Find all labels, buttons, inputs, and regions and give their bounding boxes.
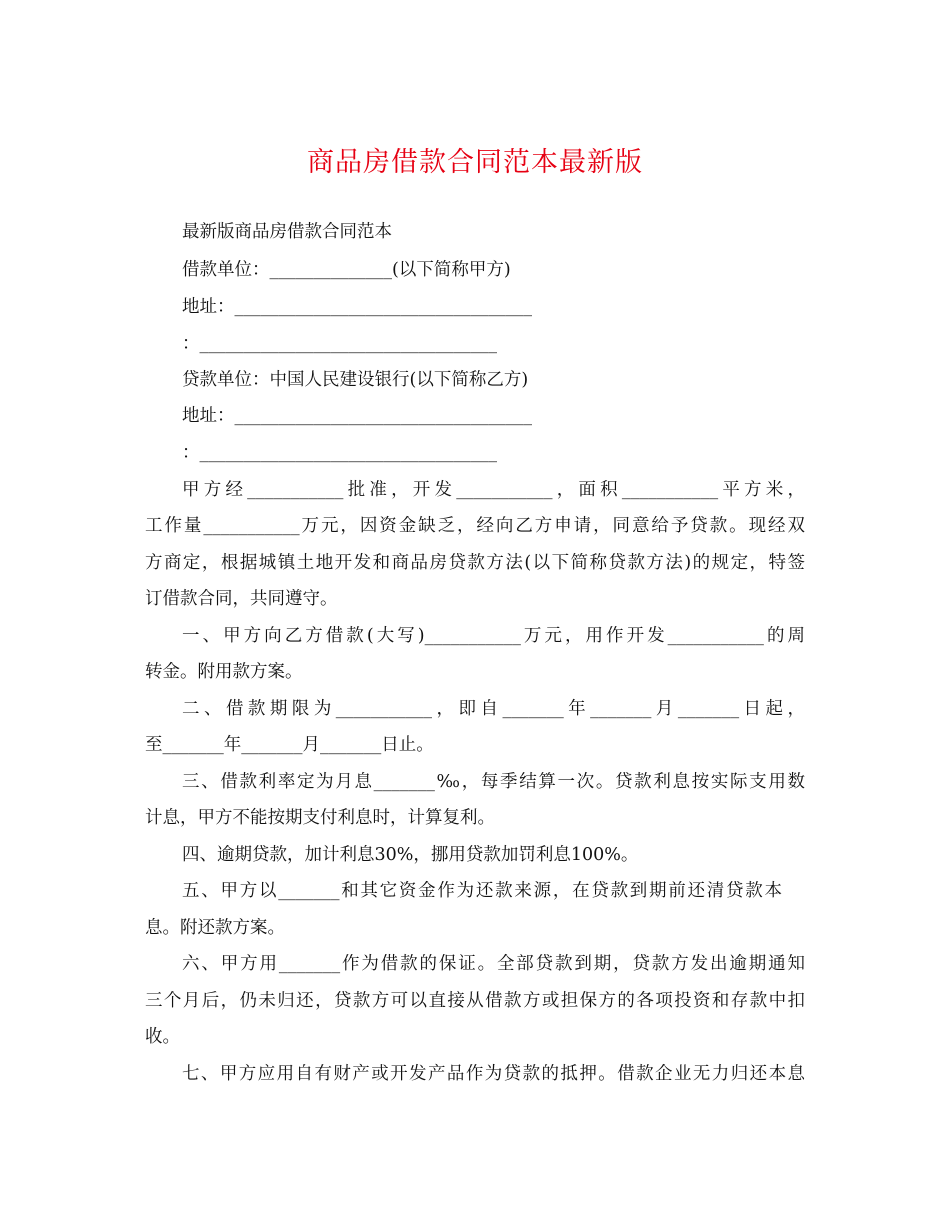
clause-5-line-2: 息。附还款方案。 [145,918,285,938]
subtitle-line: 最新版商品房借款合同范本 [182,222,392,242]
preamble-line-3: 方商定，根据城镇土地开发和商品房贷款方法(以下简称贷款方法)的规定，特签 [145,553,805,573]
lender-address-line: 地址：__________________________________ [182,406,532,426]
borrower-line: 借款单位：______________(以下简称甲方) [182,260,511,280]
clause-3-line-2: 计息，甲方不能按期支付利息时，计算复利。 [145,808,495,828]
clause-5-line-1: 五、甲方以_______和其它资金作为还款来源，在贷款到期前还清贷款本 [182,881,782,901]
clause-6-line-3: 收。 [145,1027,180,1047]
clause-4-line-1: 四、逾期贷款，加计利息30%，挪用贷款加罚利息100%。 [182,845,639,865]
borrower-address-line: 地址：__________________________________ [182,297,532,317]
lender-line: 贷款单位：中国人民建设银行(以下简称乙方) [182,370,529,390]
clause-6-line-1: 六、甲方用_______作为借款的保证。全部贷款到期，贷款方发出逾期通知 [182,954,805,974]
preamble-line-1: 甲方经___________批准，开发___________，面积___________平方米， [182,480,805,500]
clause-1-line-1: 一、甲方向乙方借款(大写)___________万元，用作开发___________的周 [182,626,805,646]
clause-2-line-1: 二、借款期限为___________，即自_______年_______月_______日起， [182,699,805,719]
clause-2-line-2: 至_______年_______月_______日止。 [145,735,434,755]
clause-1-line-2: 转金。附用款方案。 [145,662,303,682]
clause-7-line-1: 七、甲方应用自有财产或开发产品作为贷款的抵押。借款企业无力归还本息 [182,1064,805,1084]
clause-6-line-2: 三个月后，仍未归还，贷款方可以直接从借款方或担保方的各项投资和存款中扣 [145,991,805,1011]
clause-3-line-1: 三、借款利率定为月息_______‰，每季结算一次。贷款利息按实际支用数 [182,772,805,792]
preamble-line-4: 订借款合同，共同遵守。 [145,589,338,609]
borrower-extra-line: ：__________________________________ [182,334,497,354]
preamble-line-2: 工作量___________万元，因资金缺乏，经向乙方申请，同意给予贷款。现经双 [145,516,805,536]
lender-extra-line: ：__________________________________ [182,443,497,463]
document-title: 商品房借款合同范本最新版 [307,147,643,178]
